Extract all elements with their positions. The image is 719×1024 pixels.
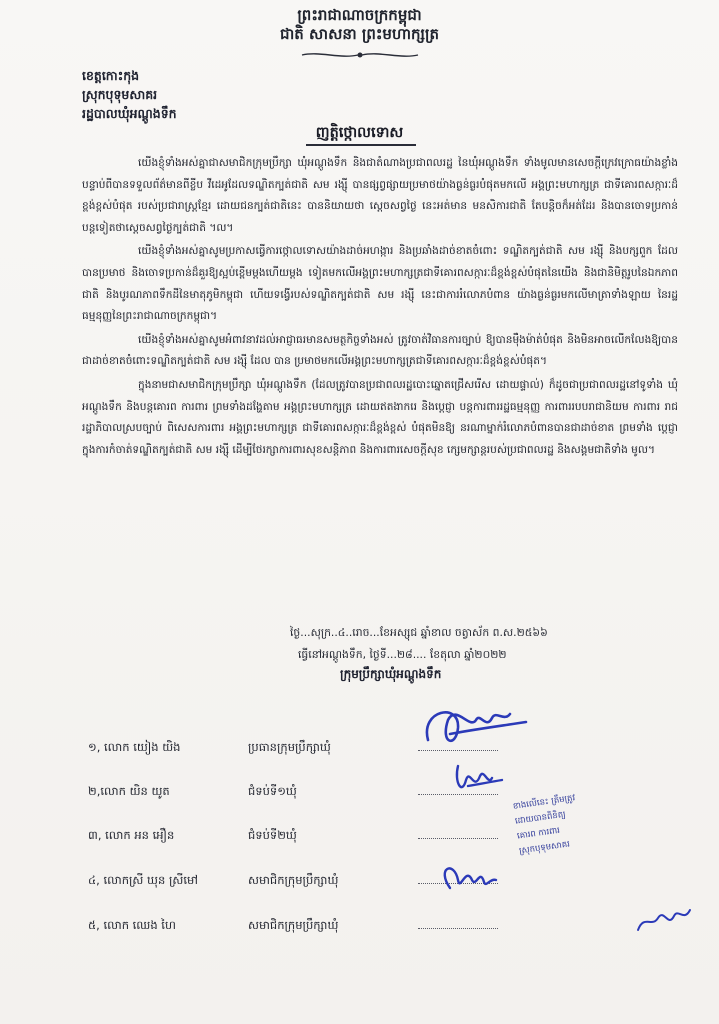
signatory-row (88, 873, 339, 890)
signatory-role: ជំទប់ទី២ឃុំ (248, 828, 297, 842)
lunar-date: ថ្ងៃ...សុក្រ..៤..រោច...ខែអស្សុជ ឆ្នាំខាល ចត្វាស័ក ព.ស.២៥៦៦ (290, 626, 548, 639)
address-block (82, 66, 177, 123)
note-line: ខាងលើនេះ ត្រឹមត្រូវ (512, 793, 576, 812)
paragraph-3: យើងខ្ញុំទាំងអស់គ្នាសូមអំពាវនាវដល់អាជ្ញាធរមានសមត្ថកិច្ចទាំងអស់ ត្រូវចាត់វិធានការច្បាប់ ឱ្យបានម៉ឺងម៉ាត់បំផុត និងមិនអាចលើកលែងឱ្យបានជាដាច់ខាតចំពោះទណ្ឌិតក្បត់ជាតិ សម រង្ស៊ី ដែល បាន ប្រមាថមកលើអង្គព្រះមហាក្សត្រជាទីគោរពសក្ការៈដ៏ខ្ពង់ខ្ពស់បំផុត។ (82, 333, 678, 368)
council-label: ក្រុមប្រឹក្សាឃុំអណ្ដូងទឹក (340, 667, 442, 681)
ornament-divider-icon (300, 50, 420, 60)
paragraph-1: យើងខ្ញុំទាំងអស់គ្នាជាសមាជិកក្រុមប្រឹក្សា ឃុំអណ្ដូងទឹក និងជាតំណាងប្រជាពលរដ្ឋ នៃឃុំអណ្ដូងទឹក ទាំងមូលមានសេចក្ដីក្រេវក្រោធយ៉ាងខ្លាំងបន្ទាប់ពីបានទទួលព័ត៌មានពីខ្លីប វីដេអូដែលទណ្ឌិតក្បត់ជាតិ សម រង្ស៊ី បានផ្សព្វផ្សាយប្រមាថយ៉ាងធ្ងន់ធ្ងរបំផុតមកលើ អង្គព្រះមហាក្សត្រ ជាទីគោរពសក្ការៈដ៏ខ្ពង់ខ្ពស់បំផុត របស់ប្រជារាស្ត្រខ្មែរ ដោយជនក្បត់ជាតិនេះ បាននិយាយថា ស្ដេចសព្វថ្ងៃ នេះអត់មាន មនសិការជាតិ តែបន្តិចក៏អត់ដែរ និងបានចោទប្រកាន់ បន្តទៀតថាស្ដេចសព្វថ្ងៃក្បត់ជាតិ ។ល។ (82, 157, 678, 234)
signatory-name: ៣, លោក អន អឿន (88, 828, 175, 842)
place-date: ធ្វើនៅអណ្ដូងទឹក, ថ្ងៃទី...២៨.... ខែតុលា ឆ្នាំ២០២២ (298, 648, 507, 661)
signatory-role: ប្រធានក្រុមប្រឹក្សាឃុំ (248, 740, 331, 754)
signatory-name: ២,លោក យិន យូត (88, 784, 170, 798)
address-district: ស្រុកបុទុមសាគរ (82, 87, 158, 102)
paragraph-4: ក្នុងនាមជាសមាជិកក្រុមប្រឹក្សា ឃុំអណ្ដូងទឹក (ដែលត្រូវបានប្រជាពលរដ្ឋបោះឆ្នោតជ្រើសរើស ដោយផ្ទាល់) ក៏ដូចជាប្រជាពលរដ្ឋនៅទូទាំង ឃុំអណ្ដូងទឹក និងបន្តគោរព ការពារ ព្រមទាំងដង្ហែតាម អង្គព្រះមហាក្សត្រ ដោយឥតងាករេ និងប្ដេជ្ញា បន្តការពាររដ្ឋធម្មនុញ្ញ ការពាររបបរាជានិយម ការពារ រាជរដ្ឋាភិបាលស្របច្បាប់ ពិសេសការពារ អង្គព្រះមហាក្សត្រ ជាទីគោរពសក្ការៈដ៏ខ្ពង់ខ្ពស់ បំផុតមិនឱ្យ នរណាម្នាក់រំលោភបំពានបានជាដាច់ខាត ព្រមទាំង ប្ដេជ្ញាក្នុងការកំចាត់ទណ្ឌិតក្បត់ជាតិ សម រង្ស៊ី ដើម្បីថែរក្សាការពារសុខសន្តិភាព និងការពារសេចក្ដីសុខ ក្សេមក្សាន្តរបស់ប្រជាពលរដ្ឋ និងសង្គមជាតិទាំង មូល។ (82, 378, 678, 456)
signature-2-icon (440, 762, 510, 802)
signatory-role: សមាជិកក្រុមប្រឹក្សាឃុំ (248, 918, 339, 932)
note-line: ដោយបានពិនិត្យ (514, 809, 567, 827)
signature-4-icon (430, 858, 510, 898)
signature-5-icon (632, 900, 702, 940)
note-line: គោរព ការពារ (516, 825, 561, 842)
paragraph-2: យើងខ្ញុំទាំងអស់គ្នាសូមប្រកាសធ្វើការថ្កោលទោសយ៉ាងដាច់អហង្ការ និងប្រឆាំងដាច់ខាតចំពោះ ទណ្ឌិតក្បត់ជាតិ សម រង្ស៊ី និងបក្សពួក ដែលបានប្រមាថ និងចោទប្រកាន់ដ៏គួរឱ្យស្អប់ខ្ពើមម្ដងហើយម្ដង ទៀតមកលើអង្គព្រះមហាក្សត្រជាទីគោរពសក្ការៈដ៏ខ្ពង់ខ្ពស់បំផុតនៃយើង និងជានិមិត្តរូបនៃឯកភាពជាតិ និងបូរណភាពទឹកដីនៃមាតុភូមិកម្ពុជា ហើយទង្វើរបស់ទណ្ឌិតក្បត់ជាតិ សម រង្ស៊ី នេះជាការរំលោភបំពាន យ៉ាងធ្ងន់ធ្ងរមកលើមាត្រាទាំងឡាយ នៃរដ្ឋធម្មនុញ្ញនៃព្រះរាជាណាចក្រកម្ពុជា។ (82, 245, 678, 323)
signature-line (418, 928, 498, 929)
signatory-name: ៥, លោក ឈេង ហៃ (88, 918, 176, 932)
title-underline (306, 144, 416, 146)
signatory-row (88, 740, 331, 757)
address-province: ខេត្តកោះកុង (82, 68, 140, 83)
petition-body (82, 153, 678, 463)
signature-1-icon (400, 700, 540, 760)
signatory-name: ៤, លោកស្រី ឃុន ស្រីមៅ (88, 873, 198, 887)
signatory-role: សមាជិកក្រុមប្រឹក្សាឃុំ (248, 873, 339, 887)
signature-line (418, 838, 498, 839)
kingdom-header (0, 6, 719, 44)
date-block (290, 622, 690, 666)
signatory-role: ជំទប់ទី១ឃុំ (248, 784, 297, 798)
signatory-name: ១, លោក យៀង យិង (88, 740, 181, 754)
national-motto: ជាតិ សាសនា ព្រះមហាក្សត្រ (280, 25, 439, 43)
kingdom-name: ព្រះរាជាណាចក្រកម្ពុជា (297, 6, 422, 24)
address-commune: រដ្ឋបាលឃុំអណ្ដូងទឹក (82, 106, 177, 121)
signatory-row (88, 918, 339, 935)
document-title: ញត្តិថ្កោលទោស (315, 125, 404, 141)
handwritten-note (512, 772, 718, 859)
note-line: ស្រុកបុទុមសាគរ (518, 839, 571, 857)
signatory-row (88, 784, 297, 801)
signatory-row (88, 828, 297, 845)
